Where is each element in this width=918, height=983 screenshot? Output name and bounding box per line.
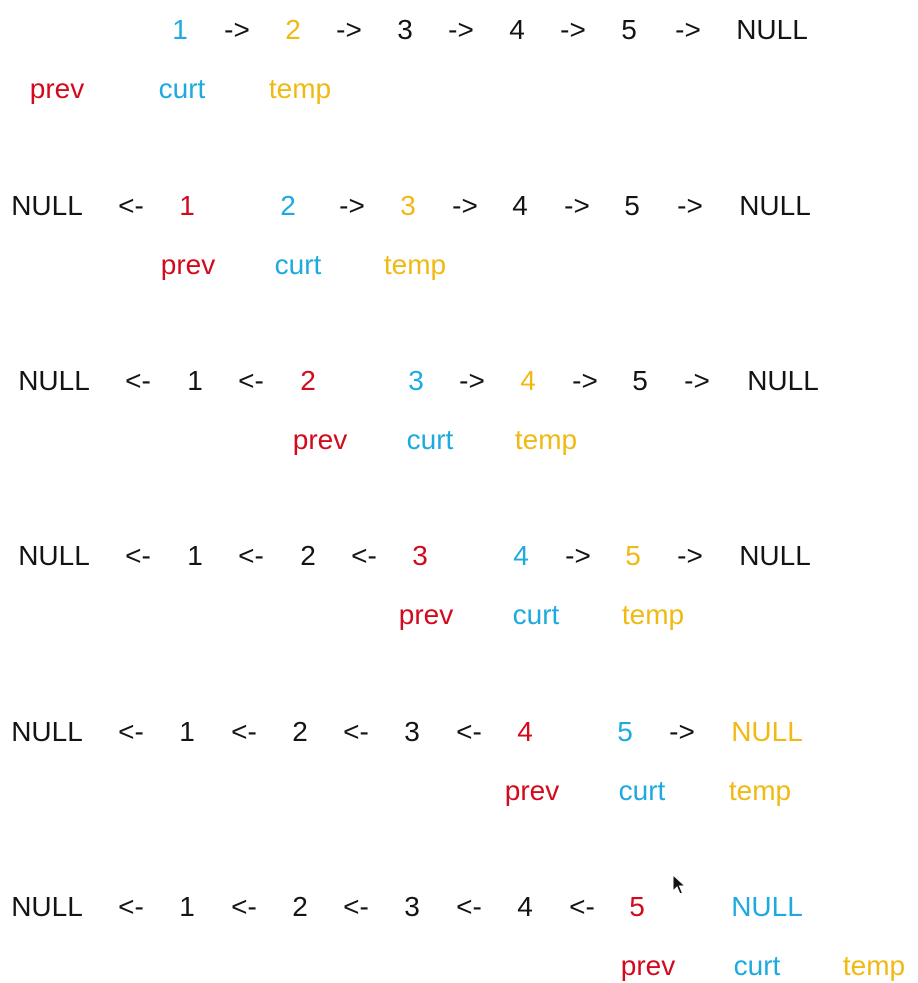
row-3-node-5: 5 xyxy=(632,365,648,396)
row-5-node-3: 3 xyxy=(404,716,420,747)
row-1-node-2: 2 xyxy=(285,14,301,45)
row-2-node-3: 3 xyxy=(400,190,416,221)
row-2-node-5: 5 xyxy=(624,190,640,221)
row-1-node-4: 4 xyxy=(509,14,525,45)
row-1-arrow-3: -> xyxy=(448,14,474,45)
row-2-arrow-5: -> xyxy=(677,190,703,221)
row-2-node-1: 1 xyxy=(179,190,195,221)
row-6-node-1: 1 xyxy=(179,891,195,922)
row-5-null-end: NULL xyxy=(731,716,803,747)
mouse-pointer-icon xyxy=(672,874,686,896)
row-3-node-1: 1 xyxy=(187,365,203,396)
row-6-arrow-4: <- xyxy=(456,891,482,922)
row-5-label-prev: prev xyxy=(504,775,560,806)
row-2-arrow-2: -> xyxy=(339,190,365,221)
row-4-arrow-3: <- xyxy=(351,540,377,571)
row-4-node-3: 3 xyxy=(412,540,428,571)
row-2-node-2: 2 xyxy=(280,190,296,221)
row-3-arrow-4: -> xyxy=(572,365,598,396)
row-1-arrow-2: -> xyxy=(336,14,362,45)
row-3-label-curt: curt xyxy=(406,424,454,455)
row-1-arrow-5: -> xyxy=(675,14,701,45)
row-6-arrow-2: <- xyxy=(231,891,257,922)
row-4-arrow-5: -> xyxy=(677,540,703,571)
row-4-label-prev: prev xyxy=(398,599,454,630)
row-5-label-curt: curt xyxy=(618,775,666,806)
row-2-label-prev: prev xyxy=(160,249,216,280)
row-1-arrow-4: -> xyxy=(560,14,586,45)
row-3-arrow-2: <- xyxy=(238,365,264,396)
row-4-node-1: 1 xyxy=(187,540,203,571)
row-6-null-start: NULL xyxy=(11,891,83,922)
row-2-null-start: NULL xyxy=(11,190,83,221)
row-3-arrow-3: -> xyxy=(459,365,485,396)
row-6-arrow-5: <- xyxy=(569,891,595,922)
row-6-label-prev: prev xyxy=(620,950,676,981)
row-5-label-temp: temp xyxy=(728,775,792,806)
row-3-arrow-5: -> xyxy=(684,365,710,396)
row-3-arrow-1: <- xyxy=(125,365,151,396)
row-5-node-5: 5 xyxy=(617,716,633,747)
row-3-node-2: 2 xyxy=(300,365,316,396)
row-6-node-5: 5 xyxy=(629,891,645,922)
row-6-node-2: 2 xyxy=(292,891,308,922)
row-2-arrow-1: <- xyxy=(118,190,144,221)
row-6-node-4: 4 xyxy=(517,891,533,922)
row-2-null-end: NULL xyxy=(739,190,811,221)
row-5-node-1: 1 xyxy=(179,716,195,747)
row-1-label-prev: prev xyxy=(29,73,85,104)
row-6-arrow-1: <- xyxy=(118,891,144,922)
row-5-arrow-1: <- xyxy=(118,716,144,747)
row-6-arrow-3: <- xyxy=(343,891,369,922)
row-5-arrow-4: <- xyxy=(456,716,482,747)
row-4-arrow-1: <- xyxy=(125,540,151,571)
row-5-arrow-3: <- xyxy=(343,716,369,747)
row-4-arrow-2: <- xyxy=(238,540,264,571)
row-3-node-4: 4 xyxy=(520,365,536,396)
row-5-null-start: NULL xyxy=(11,716,83,747)
row-3-null-end: NULL xyxy=(747,365,819,396)
row-3-node-3: 3 xyxy=(408,365,424,396)
row-6-label-temp: temp xyxy=(842,950,906,981)
row-5-arrow-5: -> xyxy=(669,716,695,747)
row-1-label-temp: temp xyxy=(268,73,332,104)
row-6-node-3: 3 xyxy=(404,891,420,922)
row-1-label-curt: curt xyxy=(158,73,206,104)
row-6-label-curt: curt xyxy=(733,950,781,981)
row-4-null-start: NULL xyxy=(18,540,90,571)
row-4-label-temp: temp xyxy=(621,599,685,630)
row-2-arrow-3: -> xyxy=(452,190,478,221)
row-1-null-end: NULL xyxy=(736,14,808,45)
row-1-arrow-1: -> xyxy=(224,14,250,45)
row-2-node-4: 4 xyxy=(512,190,528,221)
row-1-node-5: 5 xyxy=(621,14,637,45)
row-4-arrow-4: -> xyxy=(565,540,591,571)
row-1-node-1: 1 xyxy=(172,14,188,45)
row-5-arrow-2: <- xyxy=(231,716,257,747)
row-2-arrow-4: -> xyxy=(564,190,590,221)
row-4-label-curt: curt xyxy=(512,599,560,630)
row-4-null-end: NULL xyxy=(739,540,811,571)
row-3-null-start: NULL xyxy=(18,365,90,396)
row-2-label-curt: curt xyxy=(274,249,322,280)
row-3-label-temp: temp xyxy=(514,424,578,455)
row-3-label-prev: prev xyxy=(292,424,348,455)
row-5-node-2: 2 xyxy=(292,716,308,747)
row-4-node-5: 5 xyxy=(625,540,641,571)
row-1-node-3: 3 xyxy=(397,14,413,45)
row-4-node-4: 4 xyxy=(513,540,529,571)
row-4-node-2: 2 xyxy=(300,540,316,571)
row-6-null-end: NULL xyxy=(731,891,803,922)
row-2-label-temp: temp xyxy=(383,249,447,280)
row-5-node-4: 4 xyxy=(517,716,533,747)
